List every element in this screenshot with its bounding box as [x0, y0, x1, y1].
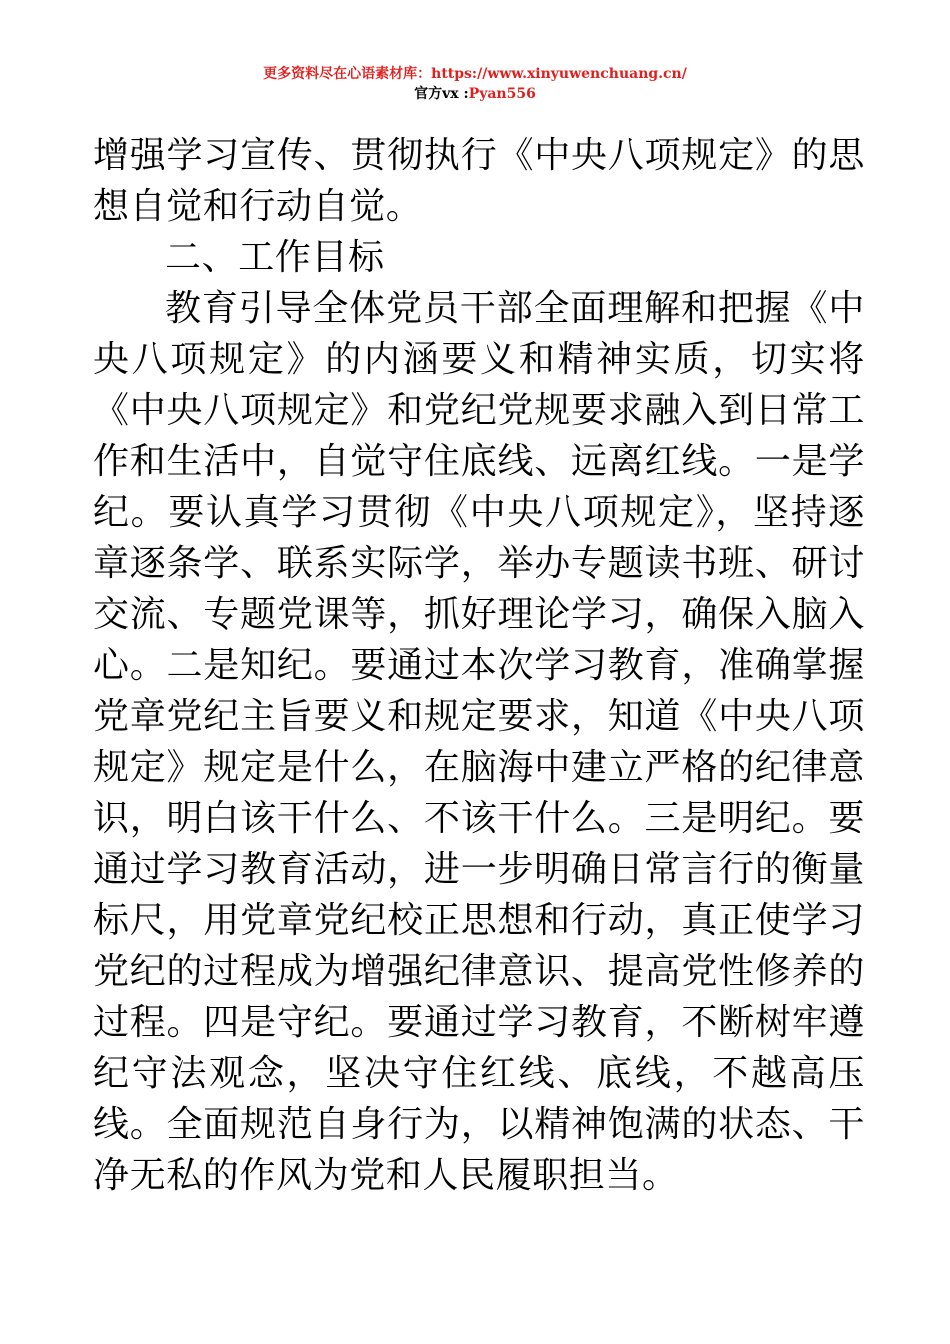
wechat-id: Pyan556 [468, 86, 536, 102]
document-body [93, 130, 865, 1201]
resources-url: https://www.xinyuwenchuang.cn/ [431, 66, 687, 82]
resources-label: 更多资料尽在心语素材库： [263, 66, 432, 82]
wechat-banner [0, 84, 950, 104]
resources-banner [0, 64, 950, 84]
section-heading: 二、工作目标 [165, 237, 385, 278]
page-header [0, 64, 950, 104]
body-paragraph: 教育引导全体党员干部全面理解和把握《中央八项规定》的内涵要义和精神实质，切实将《中央八项规定》和党纪党规要求融入到日常工作和生活中，自觉守住底线、远离红线。一是学纪。要认真学习贯彻《中央八项规定》，坚持逐章逐条学、联系实际学，举办专题读书班、研讨交流、专题党课等，抓好理论学习，确保入脑入心。二是知纪。要通过本次学习教育，准确掌握党章党纪主旨要义和规定要求，知道《中央八项规定》规定是什么，在脑海中建立严格的纪律意识，明白该干什么、不该干什么。三是明纪。要通过学习教育活动，进一步明确日常言行的衡量标尺，用党章党纪校正思想和行动，真正使学习党纪的过程成为增强纪律意识、提高党性修养的过程。四是守纪。要通过学习教育，不断树牢遵纪守法观念，坚决守住红线、底线，不越高压线。全面规范自身行为，以精神饱满的状态、干净无私的作风为党和人民履职担当。 [93, 288, 865, 1196]
wechat-label: 官方vx : [414, 86, 469, 102]
continuation-paragraph: 增强学习宣传、贯彻执行《中央八项规定》的思想自觉和行动自觉。 [93, 135, 865, 227]
